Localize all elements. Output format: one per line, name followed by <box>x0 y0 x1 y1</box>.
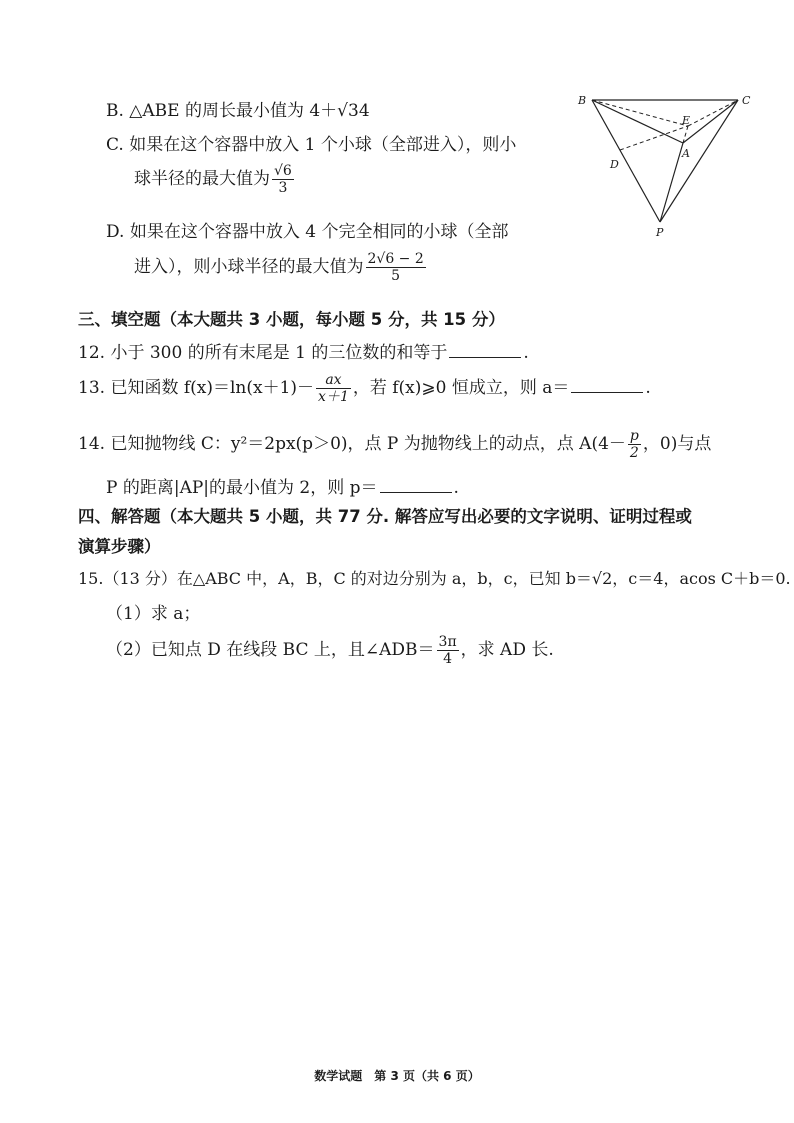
question-15-part2-text: （2）已知点 D 在线段 BC 上，且∠ADB＝ <box>106 640 435 661</box>
option-c-line2 <box>134 163 296 196</box>
question-14-line2: P 的距离|AP|的最小值为 2，则 p＝ . <box>106 478 459 498</box>
question-13: 13. 已知函数 f(x)＝ln(x＋1)－ $\frac{ax}{x+1}$ ，若 f(x)⩾0 恒成立，则 a＝ . <box>78 372 651 406</box>
question-14-denominator: 2 <box>629 445 639 462</box>
option-d-line1: D. 如果在这个容器中放入 4 个完全相同的小球（全部 <box>106 222 509 242</box>
answer-blank-12 <box>449 343 521 358</box>
option-c-line1: C. 如果在这个容器中放入 1 个小球（全部进入），则小 <box>106 135 517 155</box>
section-3-heading: 三、填空题（本大题共 3 小题，每小题 5 分，共 15 分） <box>78 310 505 329</box>
question-14-fraction <box>628 428 641 461</box>
question-14-numerator: p <box>629 428 639 444</box>
question-13-denominator: x＋1 <box>318 389 349 406</box>
page-footer: 数学试题 第 3 页（共 6 页） <box>314 1069 480 1083</box>
option-d-fraction <box>366 251 426 284</box>
label-c: C <box>742 94 751 107</box>
question-13-numerator: ax <box>316 372 351 389</box>
question-15-fraction <box>437 634 459 667</box>
section-4-heading-line2: 演算步骤） <box>78 537 161 556</box>
option-b: B. △ABE 的周长最小值为 4＋√34 <box>106 101 370 121</box>
option-d-line2 <box>134 251 428 284</box>
question-14-text: 14. 已知抛物线 C：y²＝2px(p＞0)，点 P 为抛物线上的动点，点 A(4－ <box>78 434 626 455</box>
label-a: A <box>682 147 690 160</box>
section-4-heading-line1: 四、解答题（本大题共 5 小题，共 77 分. 解答应写出必要的文字说明、证明过程或 <box>78 507 692 526</box>
question-14-line1 <box>78 428 711 461</box>
question-13-fraction <box>316 372 351 405</box>
question-13-text-end: ，若 f(x)⩾0 恒成立，则 a＝ <box>352 378 570 399</box>
option-c-denominator: 3 <box>278 180 288 197</box>
question-15-numerator: 3π <box>438 634 457 650</box>
option-d-denominator: 5 <box>391 268 401 285</box>
option-d-text: 进入），则小球半径的最大值为 <box>134 257 364 278</box>
question-14-line2-text: P 的距离|AP|的最小值为 2，则 p＝ <box>106 478 378 498</box>
label-b: B <box>578 94 587 107</box>
question-15: 15.（13 分）在△ABC 中，A，B，C 的对边分别为 a，b，c，已知 b＝√2，c＝4，acos C＋b＝0. <box>78 569 791 588</box>
answer-blank-13 <box>571 378 643 393</box>
answer-blank-14 <box>380 478 452 493</box>
question-13-text: 13. 已知函数 f(x)＝ln(x＋1)－ <box>78 378 315 399</box>
question-14-text-end: ，0)与点 <box>642 434 712 455</box>
option-c-numerator: √6 <box>274 163 292 179</box>
question-15-part2-text-end: ，求 AD 长. <box>460 640 554 661</box>
question-12: 12. 小于 300 的所有末尾是 1 的三位数的和等于 . <box>78 343 529 363</box>
question-15-part1: （1）求 a； <box>106 604 201 624</box>
label-p: P <box>656 226 664 238</box>
option-d-numerator: 2√6 − 2 <box>367 251 424 267</box>
label-e: E <box>682 114 691 127</box>
question-15-denominator: 4 <box>443 651 453 668</box>
label-d: D <box>610 158 619 171</box>
question-12-text: 12. 小于 300 的所有末尾是 1 的三位数的和等于 <box>78 343 448 363</box>
question-15-part2 <box>106 634 554 667</box>
pyramid-figure <box>570 88 760 238</box>
option-c-text: 球半径的最大值为 <box>134 169 270 190</box>
option-c-fraction <box>272 163 294 196</box>
